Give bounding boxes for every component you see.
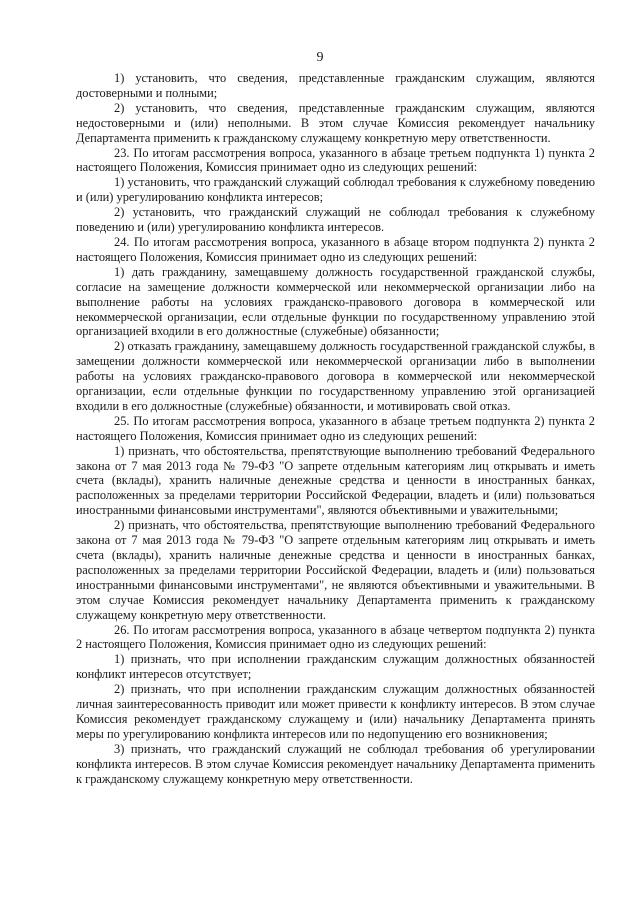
- paragraph: 2) признать, что при исполнении гражданским служащим должностных обязанностей личная заинтересованность приводит или может привести к конфликту интересов. В этом случае Комиссия рекомендует гражданскому служащему и (или) начальнику Департамента принять меры по урегулированию конфликта интересов или по недопущению его возникновения;: [76, 682, 595, 741]
- paragraph: 2) признать, что обстоятельства, препятствующие выполнению требований Федерального закона от 7 мая 2013 года № 79-ФЗ "О запрете отдельным категориям лиц открывать и иметь счета (вклады), хранить наличные денежные средства и ценности в иностранных банках, расположенных за пределами территории Российской Федерации, владеть и (или) пользоваться иностранными финансовыми инструментами", не являются объективными и уважительными. В этом случае Комиссия рекомендует начальнику Департамента применить к гражданскому служащему конкретную меру ответственности.: [76, 518, 595, 622]
- paragraph: 2) отказать гражданину, замещавшему должность государственной гражданской службы, в замещении должности коммерческой или некоммерческой организации либо в выполнении работы на условиях гражданско-правового договора в коммерческой или некоммерческой организации, если отдельные функции по государственному управлению этой организацией входили в его должностные (служебные) обязанности, и мотивировать свой отказ.: [76, 339, 595, 413]
- paragraph: 26. По итогам рассмотрения вопроса, указанного в абзаце четвертом подпункта 2) пункта 2 настоящего Положения, Комиссия принимает одно из следующих решений:: [76, 622, 595, 652]
- document-body: [76, 71, 595, 787]
- paragraph: 3) признать, что гражданский служащий не соблюдал требования об урегулировании конфликта интересов. В этом случае Комиссия рекомендует начальнику Департамента применить к гражданскому служащему конкретную меру ответственности.: [76, 741, 595, 786]
- paragraph: 24. По итогам рассмотрения вопроса, указанного в абзаце втором подпункта 2) пункта 2 настоящего Положения, Комиссия принимает одно из следующих решений:: [76, 234, 595, 264]
- paragraph: 1) признать, что обстоятельства, препятствующие выполнению требований Федерального закона от 7 мая 2013 года № 79-ФЗ "О запрете отдельным категориям лиц открывать и иметь счета (вклады), хранить наличные денежные средства и ценности в иностранных банках, расположенных за пределами территории Российской Федерации, владеть и (или) пользоваться иностранными финансовыми инструментами", являются объективными и уважительными;: [76, 443, 595, 518]
- page-number: 9: [316, 50, 324, 65]
- paragraph: 25. По итогам рассмотрения вопроса, указанного в абзаце третьем подпункта 2) пункта 2 настоящего Положения, Комиссия принимает одно из следующих решений:: [76, 413, 595, 443]
- paragraph: 2) установить, что гражданский служащий не соблюдал требования к служебному поведению и (или) урегулированию конфликта интересов.: [76, 205, 595, 235]
- paragraph: 23. По итогам рассмотрения вопроса, указанного в абзаце третьем подпункта 1) пункта 2 настоящего Положения, Комиссия принимает одно из следующих решений:: [76, 145, 595, 175]
- paragraph: 1) признать, что при исполнении гражданским служащим должностных обязанностей конфликт интересов отсутствует;: [76, 652, 595, 682]
- paragraph: 1) установить, что сведения, представленные гражданским служащим, являются достоверными и полными;: [76, 71, 595, 100]
- paragraph: 1) дать гражданину, замещавшему должность государственной гражданской службы, согласие на замещение должности коммерческой или некоммерческой организации либо на выполнение работы на условиях гражданско-правового договора в коммерческой или некоммерческой организации, если отдельные функции по государственному управлению этой организацией входили в его должностные (служебные) обязанности;: [76, 264, 595, 339]
- paragraph: 2) установить, что сведения, представленные гражданским служащим, являются недостоверными и (или) неполными. В этом случае Комиссия рекомендует начальнику Департамента применить к гражданскому служащему конкретную меру ответственности.: [76, 100, 595, 145]
- paragraph: 1) установить, что гражданский служащий соблюдал требования к служебному поведению и (или) урегулированию конфликта интересов;: [76, 175, 595, 205]
